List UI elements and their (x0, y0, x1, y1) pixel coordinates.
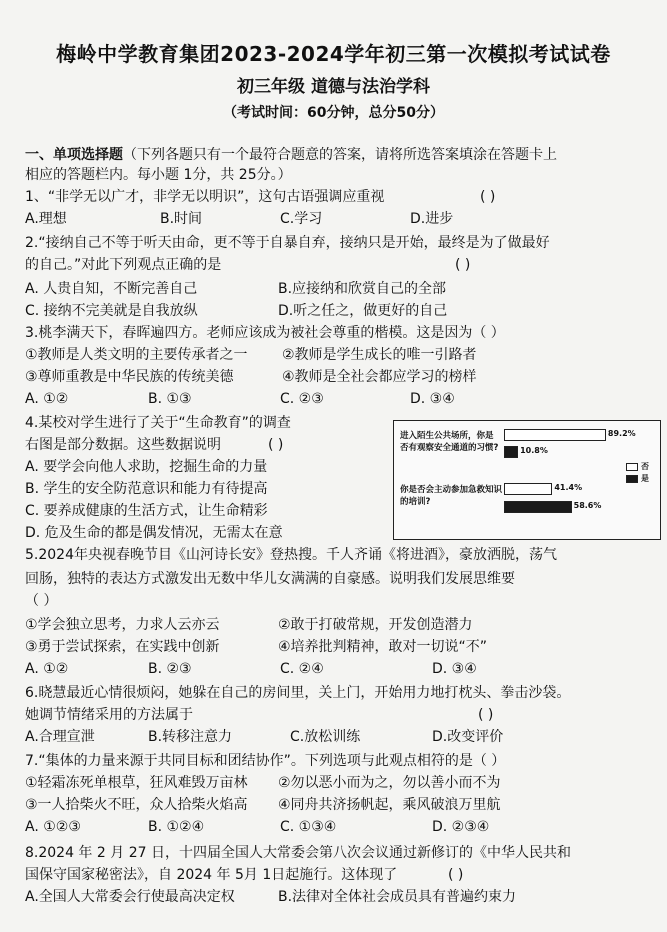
question-6-stem-line-1: 6.晓慧最近心情很烦闷，她躲在自己的房间里，关上门，开始用力地打枕头、拳击沙袋。 (25, 685, 571, 701)
question-2-option-b: B.应接纳和欣赏自己的全部 (278, 281, 447, 297)
question-4-stem-line-1: 4.某校对学生进行了关于“生命教育”的调查 (25, 415, 291, 431)
question-2-option-a: A. 人贵自知，不断完善自己 (25, 281, 198, 297)
legend-label-no: 否 (641, 462, 649, 471)
question-4-option-d: D. 危及生命的都是偶发情况，无需太在意 (25, 525, 283, 541)
legend-item-yes (626, 473, 649, 484)
question-8-answer-blank: ( ) (448, 867, 464, 883)
chart-value-label-2-yes: 58.6% (573, 501, 602, 510)
question-4-option-c: C. 要养成健康的生活方式，让生命精彩 (25, 503, 268, 519)
chart-category-1-line-2: 否有观察安全通道的习惯? (400, 443, 499, 453)
question-2-stem-line-1: 2.“接纳自己不等于听天由命，更不等于自暴自弃，接纳只是开始，最终是为了做最好 (25, 235, 550, 251)
question-8-option-b: B.法律对全体社会成员具有普遍约束力 (278, 889, 517, 905)
question-7-option-d: D. ②③④ (432, 819, 490, 835)
question-5-stem-line-1: 5.2024年央视春晚节目《山河诗长安》登热搜。千人齐诵《将进酒》，豪放洒脱，荡气 (25, 547, 557, 563)
question-6-option-b: B.转移注意力 (148, 729, 233, 745)
question-3-statement-2: ②教师是学生成长的唯一引路者 (282, 347, 477, 363)
question-6-option-c: C.放松训练 (290, 729, 361, 745)
chart-bar-2-no (504, 483, 552, 495)
question-5-option-a: A. ①② (25, 661, 69, 677)
question-4-option-a: A. 要学会向他人求助，挖掘生命的力量 (25, 459, 268, 475)
question-4-stem-line-2: 右图是部分数据。这些数据说明 (25, 437, 221, 453)
question-6-stem-line-2: 她调节情绪采用的方法属于 (25, 707, 193, 723)
question-8-option-a: A.全国人大常委会行使最高决定权 (25, 889, 235, 905)
question-3-option-b: B. ①③ (148, 391, 192, 407)
section-instruction-line-1 (25, 146, 557, 164)
question-7-option-c: C. ①③④ (280, 819, 337, 835)
exam-title: 梅岭中学教育集团2023-2024学年初三第一次模拟考试试卷 (56, 42, 611, 66)
question-3-statement-3: ③尊师重教是中华民族的传统美德 (25, 369, 234, 385)
question-6-option-d: D.改变评价 (432, 729, 504, 745)
section-instruction-line-2: 相应的答题栏内。每小题 1分，共 25分。） (25, 167, 292, 183)
question-4-option-b: B. 学生的安全防范意识和能力有待提高 (25, 481, 268, 497)
legend-item-no (626, 461, 649, 472)
question-7-option-a: A. ①②③ (25, 819, 81, 835)
question-5-option-c: C. ②④ (280, 661, 324, 677)
chart-value-label-2-no: 41.4% (554, 483, 583, 492)
question-7-stem: 7.“集体的力量来源于共同目标和团结协作”。下列选项与此观点相符的是（ ） (25, 753, 506, 769)
question-6-option-a: A.合理宣泄 (25, 729, 95, 745)
question-1-stem: 1、“非学无以广才，非学无以明识”，这句古语强调应重视 (25, 189, 385, 205)
question-2-stem-line-2: 的自己。”对此下列观点正确的是 (25, 257, 222, 273)
chart-value-label-1-no: 89.2% (607, 429, 636, 438)
chart-bar-1-no (504, 429, 606, 441)
chart-category-2-line-1: 你是否会主动参加急救知识 (400, 485, 503, 495)
question-1-option-d: D.进步 (410, 211, 454, 227)
question-5-statement-4: ④培养批判精神，敢对一切说“不” (278, 639, 488, 655)
section-heading: 一、单项选择题 (25, 147, 123, 163)
question-2-answer-blank: ( ) (455, 257, 471, 273)
question-6-answer-blank: ( ) (478, 707, 494, 723)
question-8-stem-line-1: 8.2024 年 2 月 27 日，十四届全国人大常委会第八次会议通过新修订的《中华人民共和 (25, 845, 571, 861)
question-1-option-b: B.时间 (160, 211, 203, 227)
question-7-option-b: B. ①②④ (148, 819, 205, 835)
question-2-option-c: C. 接纳不完美就是自我放纵 (25, 303, 198, 319)
legend-label-yes: 是 (641, 474, 649, 483)
chart-category-1-line-1: 进入陌生公共场所，你是 (400, 431, 494, 441)
chart-bar-1-yes (504, 446, 518, 458)
survey-bar-chart (393, 420, 661, 540)
question-7-statement-3: ③一人拾柴火不旺，众人拾柴火焰高 (25, 797, 248, 813)
question-1-answer-blank: ( ) (480, 189, 496, 205)
question-7-statement-2: ②勿以恶小而为之，勿以善小而不为 (278, 775, 501, 791)
exam-time: （考试时间：60分钟，总分50分） (223, 105, 444, 121)
question-5-statement-2: ②敢于打破常规，开发创造潜力 (278, 617, 473, 633)
question-3-option-d: D. ③④ (410, 391, 455, 407)
question-7-statement-1: ①轻霜冻死单根草，狂风难毁万亩林 (25, 775, 248, 791)
chart-bar-2-yes (504, 501, 572, 513)
chart-value-label-1-yes: 10.8% (520, 446, 548, 455)
legend-swatch-yes (626, 475, 638, 483)
question-5-option-d: D. ③④ (432, 661, 477, 677)
question-5-answer-blank: （ ） (25, 593, 58, 609)
question-2-option-d: D.听之任之，做更好的自己 (278, 303, 448, 319)
question-5-option-b: B. ②③ (148, 661, 192, 677)
question-3-option-a: A. ①② (25, 391, 69, 407)
question-7-statement-4: ④同舟共济扬帆起，乘风破浪万里航 (278, 797, 501, 813)
question-5-statement-1: ①学会独立思考，力求人云亦云 (25, 617, 220, 633)
exam-subtitle: 初三年级 道德与法治学科 (237, 77, 430, 97)
question-3-option-c: C. ②③ (280, 391, 324, 407)
legend-swatch-no (626, 463, 638, 471)
question-4-answer-blank: ( ) (268, 437, 284, 453)
question-5-stem-line-2: 回肠，独特的表达方式激发出无数中华儿女满满的自豪感。说明我们发展思维要 (25, 571, 515, 587)
question-1-option-a: A.理想 (25, 211, 67, 227)
question-3-statement-1: ①教师是人类文明的主要传承者之一 (25, 347, 248, 363)
question-1-option-c: C.学习 (280, 211, 323, 227)
question-8-stem-line-2: 国保守国家秘密法》，自 2024 年 5月 1日起施行。这体现了 (25, 867, 398, 883)
question-3-statement-4: ④教师是全社会都应学习的榜样 (282, 369, 477, 385)
section-instruction: （下列各题只有一个最符合题意的答案，请将所选答案填涂在答题卡上 (123, 147, 557, 163)
chart-category-2-line-2: 的培训? (400, 497, 431, 507)
question-3-stem: 3.桃李满天下，春晖遍四方。老师应该成为被社会尊重的楷模。这是因为（ ） (25, 325, 505, 341)
question-5-statement-3: ③勇于尝试探索，在实践中创新 (25, 639, 220, 655)
